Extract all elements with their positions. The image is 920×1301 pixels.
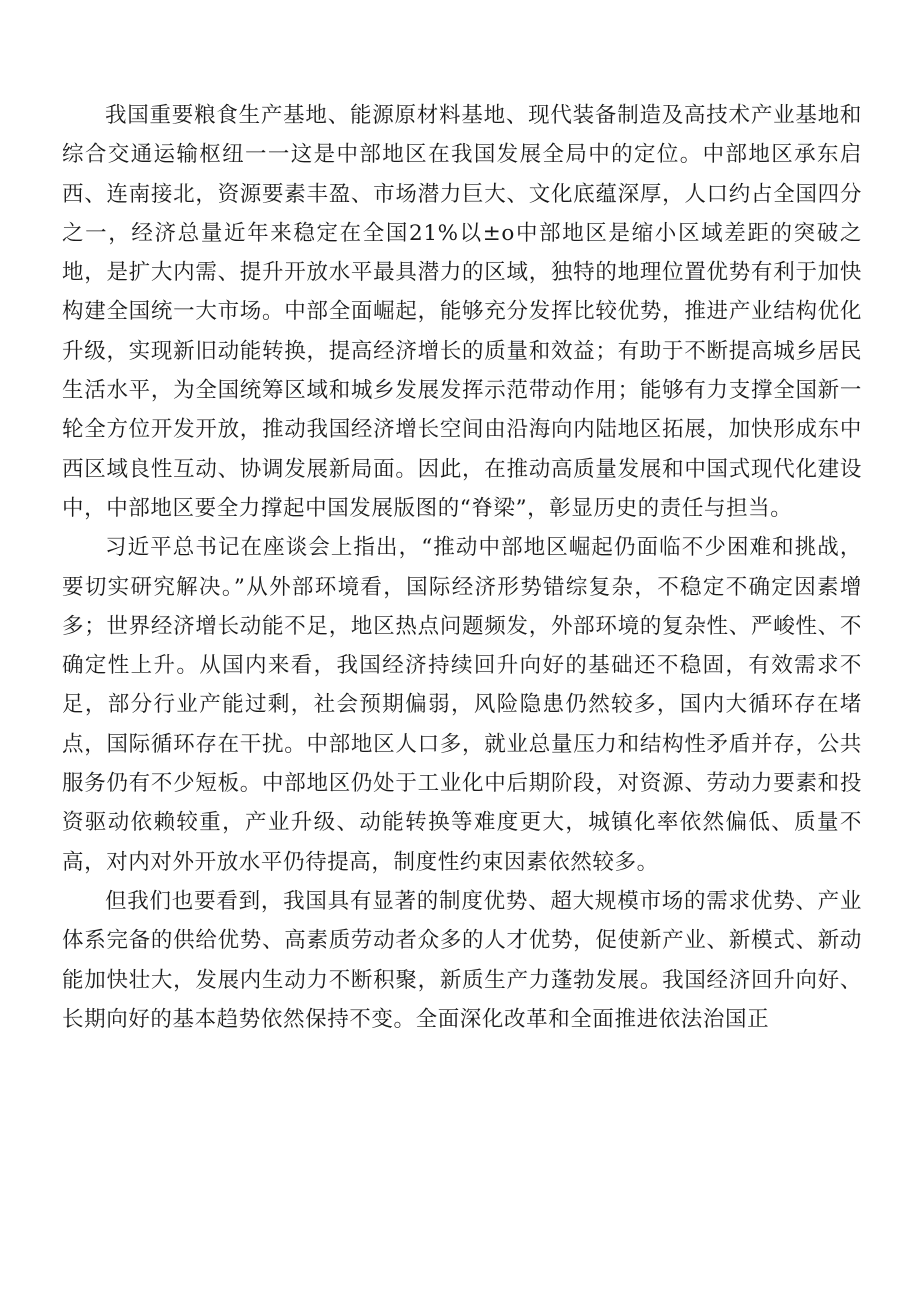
paragraph: 但我们也要看到，我国具有显著的制度优势、超大规模市场的需求优势、产业体系完备的供给优势、高素质劳动者众多的人才优势，促使新产业、新模式、新动能加快壮大，发展内生动力不断积聚，新质生产力蓬勃发展。我国经济回升向好、长期向好的基本趋势依然保持不变。全面深化改革和全面推进依法治国正 [62, 888, 862, 1032]
paragraph: 习近平总书记在座谈会上指出，“推动中部地区崛起仍面临不少困难和挑战，要切实研究解决。”从外部环境看，国际经济形势错综复杂，不稳定不确定因素增多；世界经济增长动能不足，地区热点问题频发，外部环境的复杂性、严峻性、不确定性上升。从国内来看，我国经济持续回升向好的基础还不稳固，有效需求不足，部分行业产能过剩，社会预期偏弱，风险隐患仍然较多，国内大循环存在堵点，国际循环存在干扰。中部地区人口多，就业总量压力和结构性矛盾并存，公共服务仍有不少短板。中部地区仍处于工业化中后期阶段，对资源、劳动力要素和投资驱动依赖较重，产业升级、动能转换等难度更大，城镇化率依然偏低、质量不高，对内对外开放水平仍待提高，制度性约束因素依然较多。 [62, 535, 862, 875]
document-body [62, 96, 862, 1039]
paragraph: 我国重要粮食生产基地、能源原材料基地、现代装备制造及高技术产业基地和综合交通运输枢纽一一这是中部地区在我国发展全局中的定位。中部地区承东启西、连南接北，资源要素丰盈、市场潜力巨大、文化底蕴深厚，人口约占全国四分之一，经济总量近年来稳定在全国21%以±o中部地区是缩小区域差距的突破之地，是扩大内需、提升开放水平最具潜力的区域，独特的地理位置优势有利于加快构建全国统一大市场。中部全面崛起，能够充分发挥比较优势，推进产业结构优化升级，实现新旧动能转换，提高经济增长的质量和效益；有助于不断提高城乡居民生活水平，为全国统筹区域和城乡发展发挥示范带动作用；能够有力支撑全国新一轮全方位开发开放，推动我国经济增长空间由沿海向内陆地区拓展，加快形成东中西区域良性互动、协调发展新局面。因此，在推动高质量发展和中国式现代化建设中，中部地区要全力撑起中国发展版图的“脊梁”，彰显历史的责任与担当。 [62, 103, 862, 521]
